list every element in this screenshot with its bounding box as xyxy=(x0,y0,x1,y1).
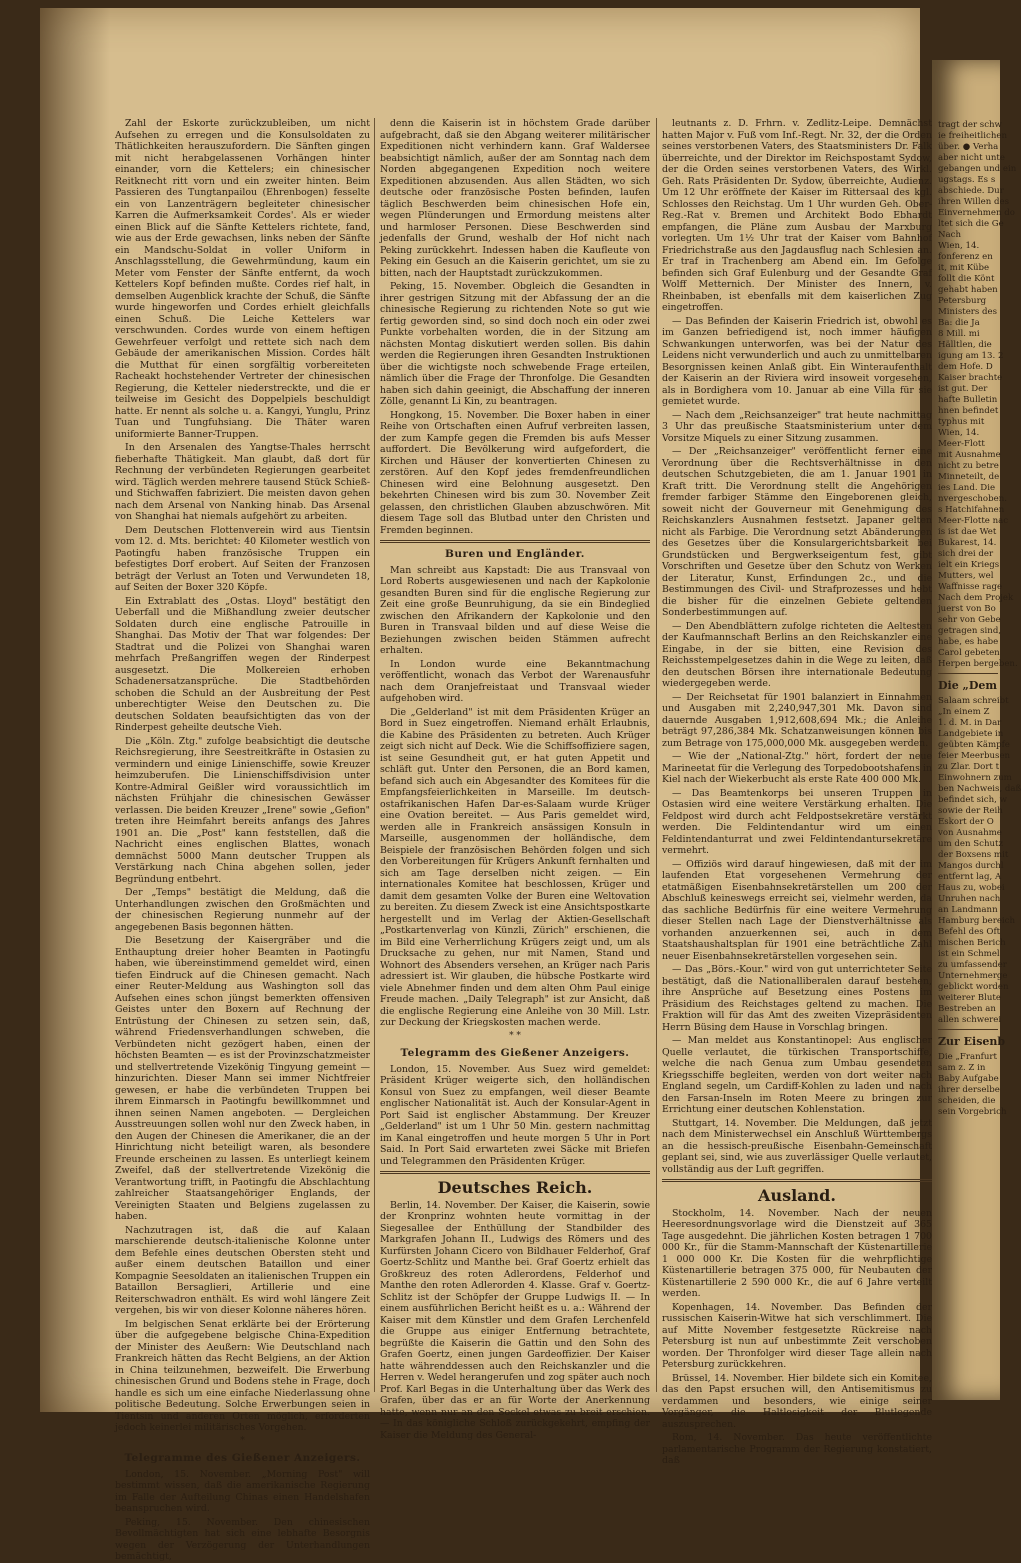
fragment-line: Bestreben an xyxy=(938,1004,996,1014)
fragment-line: ltet sich die Ge xyxy=(938,219,1004,229)
section-heading: Buren und Engländer. xyxy=(445,548,585,560)
fragment-line: Nach xyxy=(938,230,961,240)
section-heading: Telegramme des Gießener Anzeigers. xyxy=(124,1452,361,1464)
fragment-line: 1. d. M. in Dar xyxy=(938,718,1002,728)
article-paragraph: Der „Temps" bestätigt die Meldung, daß die Unterhandlungen zwischen den Großmächten und der chinesischen Regierung nunmehr auf der angegebenen Basis begonnen hätten. xyxy=(115,887,370,933)
fragment-line: getragen sind, xyxy=(938,626,1002,636)
fragment-line: Kaiser brachte xyxy=(938,373,1003,383)
fragment-line: zu Zlar. Dort t xyxy=(938,762,1000,772)
article-paragraph: In den Arsenalen des Yangtse-Thales herrscht fieberhafte Thätigkeit. Man glaubt, daß dort für Rechnung der verbündeten Regierungen gearbeitet wird. Täglich werden mehrere tausend Stück Schieß- und Stichwaffen fabriziert. Die meisten davon gehen nach dem Arsenal von Nanking hinab. Das Arsenal von Shanghai hat niemals aufgehört zu arbeiten. xyxy=(115,442,370,522)
adjacent-page-text xyxy=(938,120,1021,1118)
article-paragraph: — Der Reichsetat für 1901 balanziert in Einnahmen und Ausgaben mit 2,240,947,301 Mk. Davon sind dauernde Ausgaben 1,912,608,694 Mk.; die Anleihe beträgt 97,286,384 Mk. Schatzanweisungen können bis zum Betrage von 175,000,000 Mk. ausgegeben werden. xyxy=(662,691,932,749)
article-paragraph: Man schreibt aus Kapstadt: Die aus Transvaal von Lord Roberts ausgewiesenen und nach der Kapkolonie gesandten Buren sind für die englische Regierung zur Zeit eine große Beunruhigung, da sie ein Bindeglied zwischen den Afrikandern der Kapkolonie und den Buren in Transvaal bilden und auf diese Weise die Beziehungen zwischen beiden Stämmen aufrecht erhalten. xyxy=(380,564,650,656)
article-paragraph: Peking, 15. November. Den chinesischen Bevollmächtigten hat sich eine lebhafte Besorgnis wegen der Verzögerung der Unterhandlungen bemächtigt, xyxy=(115,1516,370,1562)
fragment-line: Wien, 14. xyxy=(938,428,980,438)
fragment-line: entfernt lag, A xyxy=(938,872,1002,882)
fragment-line: Landgebiete in xyxy=(938,729,1004,739)
fragment-line: zu umfassender xyxy=(938,960,1007,970)
section-rule xyxy=(938,1029,998,1030)
fragment-line: ies Land. Die xyxy=(938,483,996,493)
fragment-line: gebangen und ein xyxy=(938,164,1017,174)
article-paragraph: — Den Abendblättern zufolge richteten die Aeltesten der Kaufmannschaft Berlins an den Reichskanzler eine Eingabe, in der sie bitten, eine Revision des Reichsstempelgesetzes dahin in die Wege zu leiten, daß den deutschen Börsen ihre internationale Bedeutung wiedergegeben werde. xyxy=(662,620,932,689)
fragment-line: Eskort der O xyxy=(938,817,994,827)
fragment-line: juerst von Bo xyxy=(938,604,996,614)
fragment-line: nvergeschoben. xyxy=(938,494,1007,504)
article-paragraph: Im belgischen Senat erklärte bei der Erörterung über die aufgegebene belgische China-Expedition der Minister des Aeußern: Wie Deutschland nach Frankreich hätten das Recht Belgiens, an der Aktion in China teilzunehmen, bezweifelt. Die Erwerbung chinesischen Grund und Bodens stehe in Frage, doch handle es sich um eine einfache Niederlassung ohne politische Bedeutung. Solche Erwerbungen seien in Tientsin und anderen Orten möglich, erforderten jedoch keinerlei militärisches Vorgehen. xyxy=(115,1318,370,1433)
fragment-heading: Die „Dem xyxy=(938,679,998,692)
fragment-line: abschiede. Dur xyxy=(938,186,1004,196)
fragment-line: Einvernehmen do xyxy=(938,208,1015,218)
article-paragraph: Berlin, 14. November. Der Kaiser, die Kaiserin, sowie der Kronprinz wohnten heute vormittag in der Siegesallee der Enthüllung der Standbilder des Markgrafen Johann II., Ludwigs des Römers und des Kurfürsten Johann Cicero von Bildhauer Felderhof, Graf Goertz-Schlitz und Manthe bei. Graf Goertz erhielt das Großkreuz des roten Adlerordens, Felderhof und Manthe den roten Adlerorden 4. Klasse. Graf v. Goertz-Schlitz ist der Schöpfer der Gruppe Ludwigs II. — In einem ausführlichen Bericht heißt es u. a.: Während der Kaiser mit dem Künstler und dem Grafen Lerchenfeld die Gruppe aus einiger Entfernung betrachtete, begrüßte die Kaiserin die Gattin und den Sohn des Grafen Goertz, einen jungen Gardeoffizier. Der Kaiser hatte währenddessen auch den Reichskanzler und die Herren v. Wedel herangerufen und zog später auch noch Prof. Karl Begas in die Unterhaltung über das Werk des Grafen, über das er an für Worte der Anerkennung hatte, wenn nur an den Sockel etwas zu breit erschien. — In das königliche Schloß zurückgekehrt, empfing der Kaiser die Meldung des General- xyxy=(380,1199,650,1441)
fragment-line: Mangos durchl xyxy=(938,861,1004,871)
fragment-line: „In einem Z xyxy=(938,707,990,717)
fragment-line: Carol gebeten xyxy=(938,648,1000,658)
section-rule xyxy=(380,540,650,543)
fragment-line: Bukarest, 14. xyxy=(938,538,997,548)
article-paragraph: — Der „Reichsanzeiger" veröffentlicht ferner eine Verordnung über die Rechtsverhältnisse in den deutschen Schutzgebieten, die am 1. Januar 1901 in Kraft tritt. Die Verordnung stellt die Angehörigen fremder farbiger Stämme den Eingeborenen gleich, soweit nicht der Gouverneur mit Genehmigung des Reichskanzlers Ausnahmen festsetzt. Japaner gelten nicht als Farbige. Die Verordnung setzt Abänderungen des Gesetzes über die Konsulargerichtsbarkeit bei Grundstücken und Bergwerkseigentum fest, gibt Vorschriften und Gesetze über den Schutz von Werken der Literatur, Kunst, Erfindungen 2c., und die Bestimmungen des Civil- und Strafprozesses und hebt die bisher für die einzelnen Gebiete geltenden Sonderbestimmungen auf. xyxy=(662,446,932,618)
fragment-line: ugstags. Es s xyxy=(938,175,996,185)
fragment-line: ihren Willen des xyxy=(938,197,1010,207)
column-3 xyxy=(662,118,932,1466)
fragment-line: Meer-Flotte nac xyxy=(938,516,1009,526)
article-paragraph: denn die Kaiserin ist in höchstem Grade darüber aufgebracht, daß sie den Abgang weiterer militärischer Expeditionen nicht verhindern kann. Graf Waldersee beabsichtigt nämlich, außer der am Sonntag nach dem Norden abgegangenen Expedition noch weitere Expeditionen abzusenden. Aus allen Städten, wo sich deutsche oder französische Posten befinden, laufen täglich Beschwerden beim chinesischen Hofe ein, wegen Plünderungen und Ermordung meistens alter und harmloser Personen. Diese Beschwerden sind jedenfalls der Grund, weshalb der Hof nicht nach Peking zurückkehrt. Indessen haben die Kaufleute von Peking ein Gesuch an die Kaiserin gerichtet, um sie zu bitten, nach der Hauptstadt zurückzukommen. xyxy=(380,118,650,279)
asterism-separator: * xyxy=(240,1435,245,1446)
section-heading: Telegramm des Gießener Anzeigers. xyxy=(400,1047,630,1059)
fragment-line: aber nicht unte xyxy=(938,153,1005,163)
fragment-line: Minneteilt, de xyxy=(938,472,1000,482)
fragment-line: sowie der Reih xyxy=(938,806,1003,816)
column-1 xyxy=(115,118,370,1562)
fragment-line: typhus mit xyxy=(938,417,985,427)
adjacent-page-edge xyxy=(932,60,1021,1400)
fragment-line: Meer-Flott xyxy=(938,439,985,449)
fragment-heading: Zur Eisenb xyxy=(938,1035,1006,1048)
fragment-line: Salaam schreibt xyxy=(938,696,1009,706)
article-paragraph: Brüssel, 14. November. Hier bildete sich ein Komitee, das den Papst ersuchen will, den Antisemitismus zu verdammen und besonders, wie einige seiner Vorgänger, die Haltlosigkeit der Blutlegende auszusprechen. xyxy=(662,1372,932,1430)
fragment-line: Hamburg bereich xyxy=(938,916,1016,926)
article-paragraph: — Das „Börs.-Kour." wird von gut unterrichteter Seite bestätigt, daß die Nationalliberalen darauf bestehen, ihre Ansprüche auf Besetzung eines Postens im Präsidium des Reichstages geltend zu machen. Die Fraktion will für das Amt des zweiten Vizepräsidenten Herrn Büsing dem Hause in Vorschlag bringen. xyxy=(662,964,932,1033)
fragment-line: hnen befindet xyxy=(938,406,999,416)
article-paragraph: Hongkong, 15. November. Die Boxer haben in einer Reihe von Ortschaften einen Aufruf verbreiten lassen, der zum Kampfe gegen die Fremden bis aufs Messer auffordert. Die Bevölkerung wird aufgefordert, die Kirchen und Häuser der konvertierten Chinesen zu zerstören. Auf den Kopf jedes fremdenfreundlichen Chinesen wird eine Belohnung ausgesetzt. Den bekehrten Chinesen wird bis zum 30. November Zeit gelassen, den christlichen Glauben abzuschwören. Mit diesem Tage soll das Blutbad unter den Christen und Fremden beginnen. xyxy=(380,409,650,536)
fragment-line: sein Vorgebrich xyxy=(938,1107,1007,1117)
fragment-line: mischen Berich xyxy=(938,938,1006,948)
fragment-line: an Landmann xyxy=(938,905,998,915)
fragment-line: ihrer derselbe xyxy=(938,1085,1000,1095)
fragment-line: geblickt worden xyxy=(938,982,1009,992)
column-divider xyxy=(656,118,657,1392)
fragment-line: allen schwerei xyxy=(938,1015,1002,1025)
fragment-line: Petersburg xyxy=(938,296,987,306)
fragment-line: um den Schutz xyxy=(938,839,1004,849)
article-paragraph: — Das Beamtenkorps bei unseren Truppen in Ostasien wird eine weitere Verstärkung erhalten. Die Feldpost wird durch acht Feldpostsekretäre verstärkt werden. Die Feldintendantur wird um einen Feldintendanturrat und zwei Feldintendantursekretäre vermehrt. xyxy=(662,787,932,856)
article-paragraph: Rom, 14. November. Das heute veröffentlichte parlamentarische Programm der Regierung konstatiert, daß xyxy=(662,1432,932,1466)
column-2 xyxy=(380,118,650,1441)
fragment-line: Baby Aufgabe xyxy=(938,1074,999,1084)
fragment-line: Einwohnern zum xyxy=(938,773,1012,783)
fragment-line: Unternehmerge xyxy=(938,971,1008,981)
article-paragraph: — Wie der „National-Ztg." hört, fordert der neue Marineetat für die Verlegung des Torpedobootshafens in Kiel nach der Wiekerbucht als erste Rate 400 000 Mk. xyxy=(662,751,932,785)
article-paragraph: leutnants z. D. Frhrn. v. Zedlitz-Leipe. Demnächst hatten Major v. Fuß vom Inf.-Regt. Nr. 32, der die Orden seines verstorbenen Vaters, des Staatsministers Dr. Falk überreichte, und der Direktor im Reichspostamt Sydow, der die Orden seines verstorbenen Vaters, des Wirkl. Geh. Rats Präsidenten Dr. Sydow, überreichte, Audienz. Um 12 Uhr eröffnete der Kaiser im Rittersaal des kgl. Schlosses den Reichstag. Um 1 Uhr wurden Geh. Ober-Reg.-Rat v. Bremen und Architekt Bodo Ebhardt empfangen, die Pläne zum Ausbau der Marxburg vorlegten. Um 1½ Uhr trat der Kaiser vom Bahnhof Friedrichstraße aus den Jagdausflug nach Schlesien an. Er traf in Trachenberg am Abend ein. Im Gefolge befinden sich Graf Eulenburg und der Gesandte Graf Wolff Metternich. Der Minister des Innern, v. Rheinbaben, ist ebenfalls mit dem kaiserlichen Zug eingetroffen. xyxy=(662,118,932,313)
fragment-line: hafte Bulletin xyxy=(938,395,998,405)
fragment-line: scheiden, die xyxy=(938,1096,996,1106)
newspaper-page xyxy=(40,8,932,1562)
fragment-line: follt die Könt xyxy=(938,274,995,284)
fragment-line: gehabt haben xyxy=(938,285,998,295)
fragment-line: Nach dem Projek xyxy=(938,593,1014,603)
fragment-line: Hälltlen, die xyxy=(938,340,992,350)
article-paragraph: — Man meldet aus Konstantinopel: Aus englischer Quelle verlautet, die türkischen Transportschiffe, welche die nach Genua zum Umbau gesendeten Kriegsschiffe begleiten, werden von dort weiter nach England segeln, um Cardiff-Kohlen zu laden und nach den Farsan-Inseln im Roten Meere zu bringen zur Errichtung einer deutschen Kohlenstation. xyxy=(662,1035,932,1115)
fragment-line: Haus zu, wobei xyxy=(938,883,1005,893)
section-rule xyxy=(662,1179,932,1182)
fragment-line: it, mit Kübe xyxy=(938,263,990,273)
fragment-line: Herpen bergeben. xyxy=(938,659,1018,669)
fragment-line: Unruhen nach xyxy=(938,894,1001,904)
article-paragraph: Stuttgart, 14. November. Die Meldungen, daß jetzt nach dem Ministerwechsel ein Anschluß Württembergs an die hessisch-preußische Eisenbahn-Gemeinschaft geplant sei, sind, wie aus zuverlässiger Quelle verlautet, vollständig aus der Luft gegriffen. xyxy=(662,1117,932,1175)
article-paragraph: Die „Gelderland" ist mit dem Präsidenten Krüger an Bord in Suez eingetroffen. Niemand erhält Erlaubnis, die Kabine des Präsidenten zu betreten. Auch Krüger zeigt sich nicht auf Deck. Wie die Schiffsoffiziere sagen, ist seine Gesundheit gut, er hat guten Appetit und schläft gut. Unter den Personen, die an Bord kamen, befand sich auch ein Abgesandter des Komitees für die Empfangsfeierlichkeiten in Marseille. Im deutsch-ostafrikanischen Hafen Dar-es-Salaam wurde Krüger eine Ovation bereitet. — Aus Paris gemeldet wird, werden alle in Frankreich ansässigen Konsuln in Marseille, ausgenommen der holländische, dem Beispiele der französischen Behörden folgen und sich den Vorbereitungen für Krügers Ankunft fernhalten und sich am Tage derselben nicht zeigen. — Ein internationales Komitee hat beschlossen, Krüger und damit dem gesamten Volke der Buren eine Weltovation zu bereiten. Zu diesem Zweck ist eine Ansichtspostkarte hergestellt und im Verlag der Aktien-Gesellschaft „Postkartenverlag von Künzli, Zürich" erschienen, die im Bild eine Verherrlichung Krügers zeigt und, um als Drucksache zu gehen, nur mit Namen, Stand und Wohnort des Absenders versehen, an Krüger nach Paris adressiert ist. Wir glauben, die hübsche Postkarte wird viele Abnehmer finden und dem alten Ohm Paul einige Freude machen. „Daily Telegraph" ist zur Ansicht, daß die englische Regierung eine Anleihe von 30 Mill. Lstr. zur Deckung der Kriegskosten machen werde. xyxy=(380,706,650,1028)
article-paragraph: Stockholm, 14. November. Nach der neuen Heeresordnungsvorlage wird die Dienstzeit auf 365 Tage ausgedehnt. Die jährlichen Kosten betragen 1 700 000 Kr., für die Stamm-Mannschaft der Küstenartillerie 1 000 000 Kr. Die Kosten für die wehrpflichtige Küstenartillerie betragen 375 000, für Neubauten der Küstenartillerie 2 590 000 Kr., die auf 6 Jahre verteilt werden. xyxy=(662,1207,932,1299)
section-rule xyxy=(380,1171,650,1174)
article-paragraph: — Offiziös wird darauf hingewiesen, daß mit der im laufenden Etat vorgesehenen Vermehrung der etatmäßigen Eisenbahnsekretärstellen um 200 der Abschluß keineswegs erreicht sei, vielmehr werden, da das sachliche Bedürfnis für eine weitere Vermehrung dieser Stellen nach Lage der Dienstverhältnisse als vorhanden anzuerkennen sei, auch in dem Staatshaushaltsplan für 1901 eine beträchtliche Zahl neuer Eisenbahnsekretärstellen vorgesehen sein. xyxy=(662,858,932,962)
article-paragraph: Dem Deutschen Flottenverein wird aus Tientsin vom 12. d. Mts. berichtet: 40 Kilometer westlich von Paotingfu haben französische Truppen ein befestigtes Dorf erobert. Auf Seiten der Franzosen beträgt der Verlust an Toten und Verwundeten 18, auf Seiten der Boxer 320 Köpfe. xyxy=(115,524,370,593)
fragment-line: habe, es habe xyxy=(938,637,999,647)
fragment-line: mit Ausnahme xyxy=(938,450,1001,460)
fragment-line: Waffnisse rage xyxy=(938,582,1003,592)
article-paragraph: — Das Befinden der Kaiserin Friedrich ist, obwohl es im Ganzen befriedigend ist, noch immer häufigen Schwankungen unterworfen, was bei der Natur des Leidens nicht verwunderlich und auch zu unmittelbaren Besorgnissen keinen Anlaß gibt. Ein Winteraufenthalt der Kaiserin an der Riviera wird insoweit vorgesehen, als in Bordighera vom 10. Januar ab eine Villa für sie gemietet wurde. xyxy=(662,315,932,407)
article-paragraph: In London wurde eine Bekanntmachung veröffentlicht, wonach das Verbot der Warenausfuhr nach dem Oranjefreistaat und Transvaal wieder aufgehoben wird. xyxy=(380,658,650,704)
fragment-line: sehr von Gebe xyxy=(938,615,1001,625)
fragment-line: befindet sich, w xyxy=(938,795,1007,805)
fragment-line: Wien, 14. xyxy=(938,241,980,251)
fragment-line: sich drei der xyxy=(938,549,994,559)
fragment-line: Die „Franfurt xyxy=(938,1052,997,1062)
article-paragraph: Peking, 15. November. Obgleich die Gesandten in ihrer gestrigen Sitzung mit der Abfassung der an die chinesische Regierung zu richtenden Note so gut wie fertig geworden sind, so sind doch noch ein oder zwei Punkte vorbehalten worden, die in der Sitzung am nächsten Montag diskutiert werden sollen. Bis dahin werden die Regierungen ihren Gesandten Instruktionen über die wichtigste noch schwebende Frage erteilen, nämlich über die Frage der Thronfolge. Die Gesandten haben sich dahin geeinigt, die Abschaffung der inneren Zölle, genannt Li Kin, zu beantragen. xyxy=(380,281,650,407)
fragment-line: der Boxsens mit xyxy=(938,850,1009,860)
section-rule xyxy=(938,673,998,674)
article-paragraph: Zahl der Eskorte zurückzubleiben, um nicht Aufsehen zu erregen und die Konsulsoldaten zu Thätlichkeiten herauszufordern. Die Sänften gingen mit nicht herabgelassenen Vorhängen hinter einander, vorn die Kettelers; ein chinesischer Reitknecht ritt vorn und ein zweiter hinten. Beim Passieren des Tungtanpailou (Ehrenbogen) fesselte ein von Lanzenträgern begleiteter chinesischer Karren die Aufmerksamkeit Cordes'. Als er wieder einen Blick auf die Sänfte Kettelers richtete, fand, wie aus der Erde gewachsen, links neben der Sänfte ein Mandschu-Soldat in voller Uniform in Anschlagsstellung, die Gewehrmündung, kaum ein Meter vom Fenster der Sänfte entfernt, da woch Kettelers Kopf befinden mußte. Cordes rief halt, in demselben Augenblick krachte der Schuß, die Sänfte wurde hingeworfen und Cordes erhielt gleichfalls einen Schuß. Die Leiche Kettelers war verschwunden. Cordes wurde von einem heftigen Gewehrfeuer verfolgt und rettete sich nach dem Gebäude der amerikanischen Mission. Cordes hält die Mutthat für einen sorgfältig vorbereiteten Racheakt hochstehender Vertreter der chinesischen Regierung, die Ketteler niederstreckte, und die er teilweise im Gesicht des Doppelpiels beschuldigt hatte. Er nennt als solche u. a. Kangyi, Yunglu, Prinz Tuan und Tungfuhsiang. Die Thäter waren uniformierte Banner-Truppen. xyxy=(115,118,370,440)
section-heading: Ausland. xyxy=(758,1186,836,1205)
article-paragraph: Kopenhagen, 14. November. Das Befinden der russischen Kaiserin-Witwe hat sich verschlimmert. Die auf Mitte November festgesetzte Rückreise nach Petersburg ist nun auf unbestimmte Zeit verschoben worden. Der Thronfolger wird dieser Tage allein nach Petersburg zurückkehren. xyxy=(662,1301,932,1370)
article-paragraph: Die Besetzung der Kaisergräber und die Enthauptung dreier hoher Beamten in Paotingfu haben, wie übereinstimmend gemeldet wird, einen tiefen Eindruck auf die Chinesen gemacht. Nach einer Reuter-Meldung aus Washington soll das Aufsehen eines schon jüngst bemerkten offensiven Geistes unter den Boxern auf Rechnung der Entrüstung der Chinesen zu setzen sein, daß, während Friedensverhandlungen schweben, die Verbündeten nicht gezögert haben, einen der höchsten Beamten — es ist der Provinzschatzmeister und stellvertretende Vizekönig Tingyung gemeint — hinzurichten. Dieser Mann sei immer Nichtfreier gewesen, er habe die verbündeten Truppen bei ihrem Einmarsch in Paotingfu bewillkommnet und ihnen seinen Namen angeboten. — Dergleichen Ausstreuungen sollen wohl nur den Zweck haben, in den Augen der Chinesen die Amerikaner, die an der Hinrichtung nicht beteiligt waren, als besondere Freunde erscheinen zu lassen. Es unterliegt keinem Zweifel, daß der stellvertretende Vizekönig die Verantwortung trifft, in Paotingfu die Abschlachtung zahlreicher Staatsangehöriger Englands, der Vereinigten Staaten und Belgiens zugelassen zu haben. xyxy=(115,935,370,1222)
fragment-line: ielt ein Kriegs xyxy=(938,560,1000,570)
fragment-line: ist gut. Der xyxy=(938,384,988,394)
column-divider xyxy=(374,118,375,1392)
article-paragraph: London, 15. November. Aus Suez wird gemeldet: Präsident Krüger weigerte sich, den holländischen Konsul von Suez zu empfangen, weil dieser Beamte englischer Nationalität ist. Auch der Konsular-Agent in Port Said ist englischer Abstammung. Der Kreuzer „Gelderland" ist um 1 Uhr 50 Min. gestern nachmittag im Kanal eingetroffen und heute morgen 5 Uhr in Port Said. In Port Said erwarteten zwei Säcke mit Briefen und Telegrammen den Präsidenten Krüger. xyxy=(380,1063,650,1167)
fragment-line: weiterer Blute xyxy=(938,993,1001,1003)
fragment-line: igung am 13. 2 xyxy=(938,351,1004,361)
fragment-line: 8 Mill. mi xyxy=(938,329,980,339)
fragment-line: feier Meerbusen xyxy=(938,751,1011,761)
fragment-line: nicht zu betre xyxy=(938,461,999,471)
fragment-line: von Ausnahme xyxy=(938,828,1002,838)
fragment-line: fonferenz en xyxy=(938,252,993,262)
fragment-line: geübten Kämpfe xyxy=(938,740,1010,750)
fragment-line: über. ● Verha xyxy=(938,142,999,152)
fragment-line: is ist dae Wet xyxy=(938,527,997,537)
fragment-line: Mutters, wel xyxy=(938,571,994,581)
article-paragraph: Ein Extrablatt des „Ostas. Lloyd" bestätigt den Ueberfall und die Mißhandlung zweier deutscher Soldaten durch eine englische Patrouille in Shanghai. Das Motiv der That war folgendes: Der Stadtrat und die Polizei von Shanghai waren mehrfach Preßangriffen wegen der Rinderpest ausgesetzt. Die Molkereien erhoben Schadenersatzansprüche. Die Stadtbehörden schoben die Schuld an der Ausbreitung der Pest unberechtigter Weise den Deutschen zu. Die deutschen Soldaten beaufsichtigten das von der Rinderpest geheilte deutsche Vieh. xyxy=(115,595,370,733)
article-paragraph: Die „Köln. Ztg." zufolge beabsichtigt die deutsche Reichsregierung, ihre Seestreitkräfte in Ostasien zu vermindern und einige Linienschiffe, sowie Kreuzer heimzuberufen. Die Linienschiffsdivision unter Kontre-Admiral Geißler wird voraussichtlich im nächsten Frühjahr die chinesischen Gewässer verlassen. Die beiden Kreuzer „Irene" sowie „Gefion" treten ihre Heimfahrt bereits anfangs des Jahres 1901 an. Die „Post" kann feststellen, daß die Nachricht eines englischen Blattes, wonach demnächst 5000 Mann deutscher Truppen als Verstärkung nach China abgehen sollen, jeder Begründung entbehrt. xyxy=(115,735,370,885)
asterism-separator: * * xyxy=(509,1030,521,1041)
fragment-line: sam z. Z in xyxy=(938,1063,986,1073)
fragment-line: Ba: die Ja xyxy=(938,318,980,328)
fragment-line: s Hatchifahnen xyxy=(938,505,1005,515)
article-paragraph: — Nach dem „Reichsanzeiger" trat heute nachmittag 3 Uhr das preußische Staatsministerium unter dem Vorsitze Miquels zu einer Sitzung zusammen. xyxy=(662,409,932,444)
fragment-line: Ministers des xyxy=(938,307,998,317)
fragment-line: ist ein Schmel xyxy=(938,949,1000,959)
fragment-line: Befehl des Oft xyxy=(938,927,1001,937)
article-paragraph: London, 15. November. „Morning Post" will bestimmt wissen, daß die amerikanische Regierung im Falle der Aufteilung Chinas einen Handelshafen beanspruchen wird. xyxy=(115,1468,370,1514)
fragment-line: ben Nachweis, daß xyxy=(938,784,1021,794)
section-heading: Deutsches Reich. xyxy=(437,1178,593,1197)
fragment-line: tragt der schw xyxy=(938,120,1002,130)
fragment-line: dem Hofe. D xyxy=(938,362,993,372)
fragment-line: ie freiheitlichen xyxy=(938,131,1007,141)
article-paragraph: Nachzutragen ist, daß die auf Kalaan marschierende deutsch-italienische Kolonne unter dem Befehle eines deutschen Obersten steht und außer einem deutschen Bataillon und einer Kompagnie Seesoldaten an italienischen Truppen ein Bataillon Bersaglieri, Artillerie und eine Reiterschwadron enthält. Es wird wohl längere Zeit vergehen, bis wir von dieser Kolonne näheres hören. xyxy=(115,1224,370,1316)
